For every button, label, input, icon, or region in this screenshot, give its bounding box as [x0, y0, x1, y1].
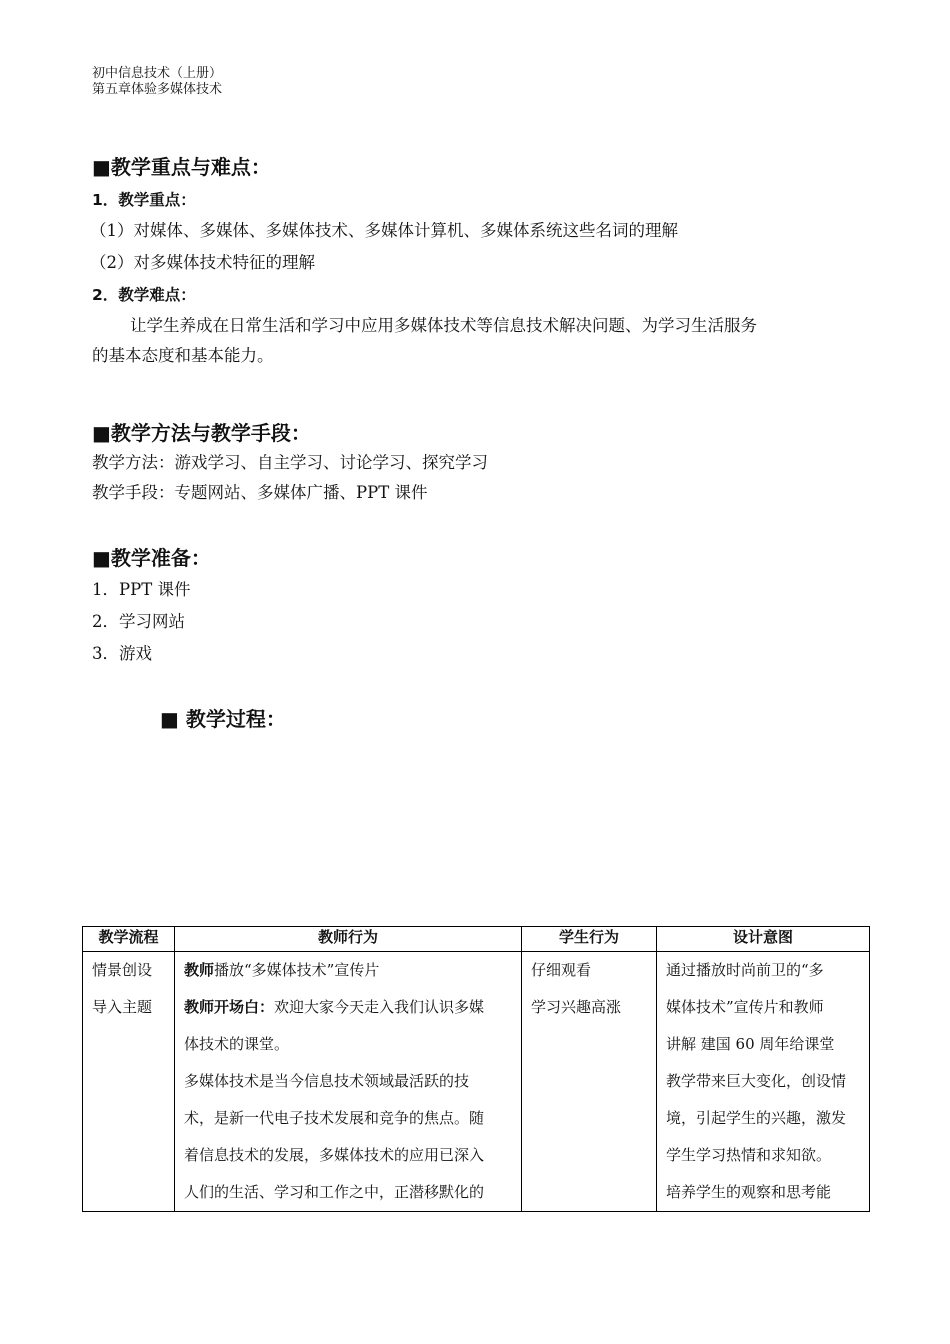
section-title-preparation: ■教学准备：	[92, 546, 211, 570]
teacher-line	[184, 952, 513, 989]
teacher-text: 播放“多媒体技术”宣传片	[214, 961, 380, 979]
intent-cell	[657, 952, 870, 1212]
intent-line: 教学带来巨大变化，创设情	[666, 1072, 847, 1090]
page-header	[92, 66, 222, 98]
difficulty-paragraph	[92, 311, 867, 371]
section-title-key-points: ■教学重点与难点：	[92, 155, 271, 179]
header-course: 初中信息技术（上册）	[92, 66, 223, 81]
intent-line: 学生学习热情和求知欲。	[666, 1146, 832, 1164]
focus-title: 1．教学重点：	[92, 191, 196, 209]
table-header-row	[83, 927, 870, 952]
section-title-methods: ■教学方法与教学手段：	[92, 421, 311, 445]
flow-line: 导入主题	[92, 998, 153, 1016]
preparation-item: 1．PPT 课件	[92, 580, 191, 599]
teacher-text: 欢迎大家今天走入我们认识多媒	[274, 998, 485, 1016]
intent-line: 境，引起学生的兴趣，激发	[666, 1109, 847, 1127]
flow-cell	[83, 952, 175, 1212]
column-header: 设计意图	[657, 927, 870, 952]
difficulty-title: 2．教学难点：	[92, 286, 196, 304]
intent-line: 媒体技术”宣传片和教师	[666, 998, 824, 1016]
section-title-process: ■ 教学过程：	[160, 707, 286, 731]
table-row	[83, 952, 870, 1212]
intent-line: 培养学生的观察和思考能	[666, 1183, 832, 1201]
teacher-line	[184, 989, 513, 1026]
column-header: 学生行为	[522, 927, 657, 952]
flow-line: 情景创设	[92, 961, 153, 979]
column-header: 教学流程	[83, 927, 175, 952]
student-line: 仔细观看	[531, 961, 592, 979]
teacher-line: 术，是新一代电子技术发展和竞争的焦点。随	[184, 1109, 485, 1127]
teacher-line: 多媒体技术是当今信息技术领域最活跃的技	[184, 1072, 470, 1090]
intent-line: 通过播放时尚前卫的“多	[666, 961, 824, 979]
teacher-line: 着信息技术的发展，多媒体技术的应用已深入	[184, 1146, 485, 1164]
teacher-label: 教师	[184, 961, 215, 979]
student-cell	[522, 952, 657, 1212]
intent-line: 讲解 建国 60 周年给课堂	[666, 1035, 835, 1053]
focus-item: （2）对多媒体技术特征的理解	[90, 253, 315, 272]
teaching-means: 教学手段：专题网站、多媒体广播、PPT 课件	[92, 483, 428, 502]
focus-item: （1）对媒体、多媒体、多媒体技术、多媒体计算机、多媒体系统这些名词的理解	[90, 221, 678, 240]
student-line: 学习兴趣高涨	[531, 998, 622, 1016]
difficulty-line: 的基本态度和基本能力。	[92, 346, 274, 365]
column-header: 教师行为	[175, 927, 522, 952]
difficulty-line: 让学生养成在日常生活和学习中应用多媒体技术等信息技术解决问题、为学习生活服务	[130, 316, 757, 335]
process-table	[82, 926, 870, 1212]
preparation-item: 2．学习网站	[92, 612, 185, 631]
teacher-line: 人们的生活、学习和工作之中，正潜移默化的	[184, 1183, 485, 1201]
teacher-cell	[175, 952, 522, 1212]
teaching-method: 教学方法：游戏学习、自主学习、讨论学习、探究学习	[92, 453, 488, 472]
teacher-line: 体技术的课堂。	[184, 1035, 290, 1053]
preparation-item: 3．游戏	[92, 644, 152, 663]
opening-label: 教师开场白：	[184, 998, 275, 1016]
header-chapter: 第五章体验多媒体技术	[92, 82, 223, 97]
